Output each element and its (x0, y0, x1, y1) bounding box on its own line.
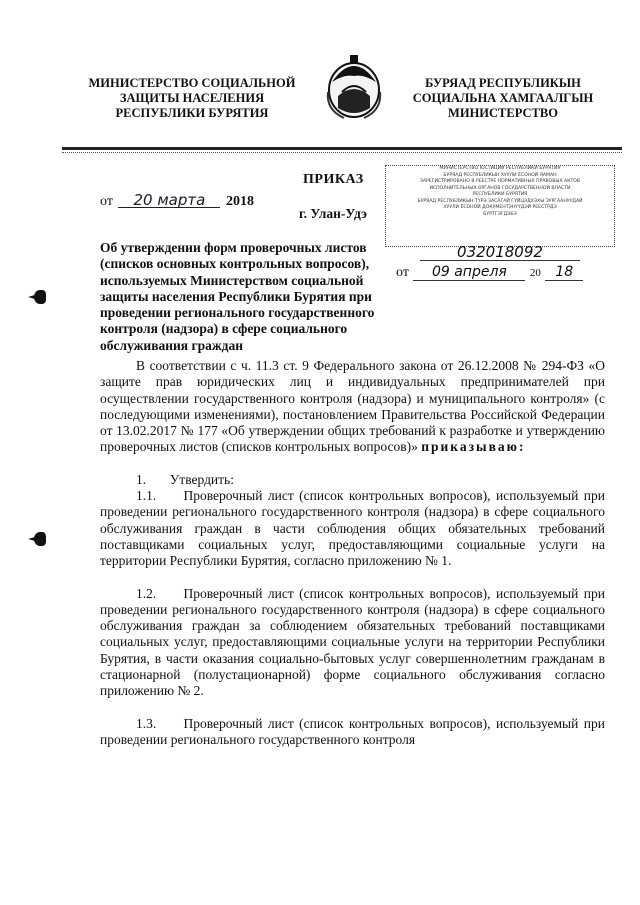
hole-punch-mark (34, 532, 46, 546)
order-city: г. Улан-Удэ (299, 206, 367, 221)
registration-stamp (385, 165, 615, 247)
item-1: 1. Утвердить: (136, 471, 234, 487)
registration-year-prefix: 20 (529, 267, 541, 279)
stamp-line: БУРЯАД РЕСПУБЛИКЫН ХУУЛИ ЁСОНОЙ ЯАМАН (443, 172, 557, 178)
header-divider-dotted (62, 152, 622, 153)
stamp-line: МИНИСТЕРСТВО ЮСТИЦИИ РЕСПУБЛИКИ БУРЯТИЯ (439, 166, 561, 171)
ministry-name-buryat: БУРЯАД РЕСПУБЛИКЫН СОЦИАЛЬНА ХАМГААЛГЫН МИНИСТЕРСТВО (412, 76, 594, 120)
hole-punch-mark (34, 290, 46, 304)
orders-word: приказываю: (421, 439, 526, 455)
stamp-line: РЕСПУБЛИКИ БУРЯТИЯ (472, 192, 528, 197)
preamble-paragraph (100, 358, 605, 456)
registration-date-line (396, 264, 611, 281)
stamp-line: ХУУЛИ ЁСОНОЙ ДОКУМЕНТЭНҮҮДЭЙ РЕЕСТРДЭ (443, 205, 557, 210)
stamp-line: ИСПОЛНИТЕЛЬНЫХ ОРГАНОВ ГОСУДАРСТВЕННОЙ ВЛАСТИ (429, 185, 571, 191)
stamp-line: БҮРТГЭГДЭБЭ (483, 211, 517, 217)
registration-date-handwritten: 09 апреля (413, 264, 525, 281)
stamp-line: БУРЯАД РЕСПУБЛИКЫН ТҮРЭ ЗАСАГАЙ ГҮЙЦЭДХЭХЫ ЗУРГААНУУДАЙ (417, 198, 583, 204)
stamp-line: ЗАРЕГИСТРИРОВАНО В РЕЕСТРЕ НОРМАТИВНЫХ ПРАВОВЫХ АКТОВ (419, 179, 581, 184)
order-subject: Об утверждении форм проверочных листов (списков основных контрольных вопросов), используемых Министерством социальной защиты населения Республики Бурятия при проведении регионального государственного контроля (надзора) в сфере социального обслуживания граждан (100, 240, 375, 353)
item-1-3: 1.3. Проверочный лист (список контрольных вопросов), используемый при проведении регионального государственного контроля (100, 715, 609, 747)
order-date-handwritten: 20 марта (118, 193, 220, 208)
order-date-line (100, 193, 254, 210)
registration-number: 032018092 (420, 244, 580, 261)
item-1-1: 1.1. Проверочный лист (список контрольных вопросов), используемый при проведении регионального государственного контроля (надзора) в сфере социального обслуживания граждан в части соблюдения общих обязательных требований поставщиками социальных услуг, предоставляющими социальные услуги на территории Республики Бурятия, согласно приложению № 1. (100, 488, 609, 569)
item-1-2: 1.2. Проверочный лист (список контрольных вопросов), используемый при проведении регионального государственного контроля (надзора) в сфере социального обслуживания граждан за соблюдением обязательных требований поставщиками социальных услуг, предоставляющими социальные услуги на территории Республики Бурятия, в части оказания социально-бытовых услуг совершеннолетним гражданам в стационарной (полустационарной) форме социального обслуживания согласно приложению № 2. (100, 585, 609, 699)
registration-date-prefix: от (396, 265, 409, 280)
preamble-text: В соответствии с ч. 11.3 ст. 9 Федерального закона от 26.12.2008 № 294-ФЗ «О защите прав юридических лиц и индивидуальных предпринимателей при осуществлении государственного контроля (надзора) и муниципального контроля» (с последующими изменениями), постановлением Правительства Российской Федерации от 13.02.2017 № 177 «Об утверждении общих требований к разработке и утверждению проверочных листов (списков контрольных вопросов)» (100, 358, 605, 455)
order-date-prefix: от (100, 194, 113, 209)
order-year: 2018 (225, 194, 254, 209)
header-divider-thick (62, 147, 622, 150)
coat-of-arms-emblem (322, 52, 386, 124)
order-title: ПРИКАЗ (303, 172, 364, 187)
registration-year-handwritten: 18 (545, 264, 583, 281)
ministry-name-russian: МИНИСТЕРСТВО СОЦИАЛЬНОЙ ЗАЩИТЫ НАСЕЛЕНИЯ РЕСПУБЛИКИ БУРЯТИЯ (88, 76, 296, 120)
order-body (100, 358, 609, 748)
